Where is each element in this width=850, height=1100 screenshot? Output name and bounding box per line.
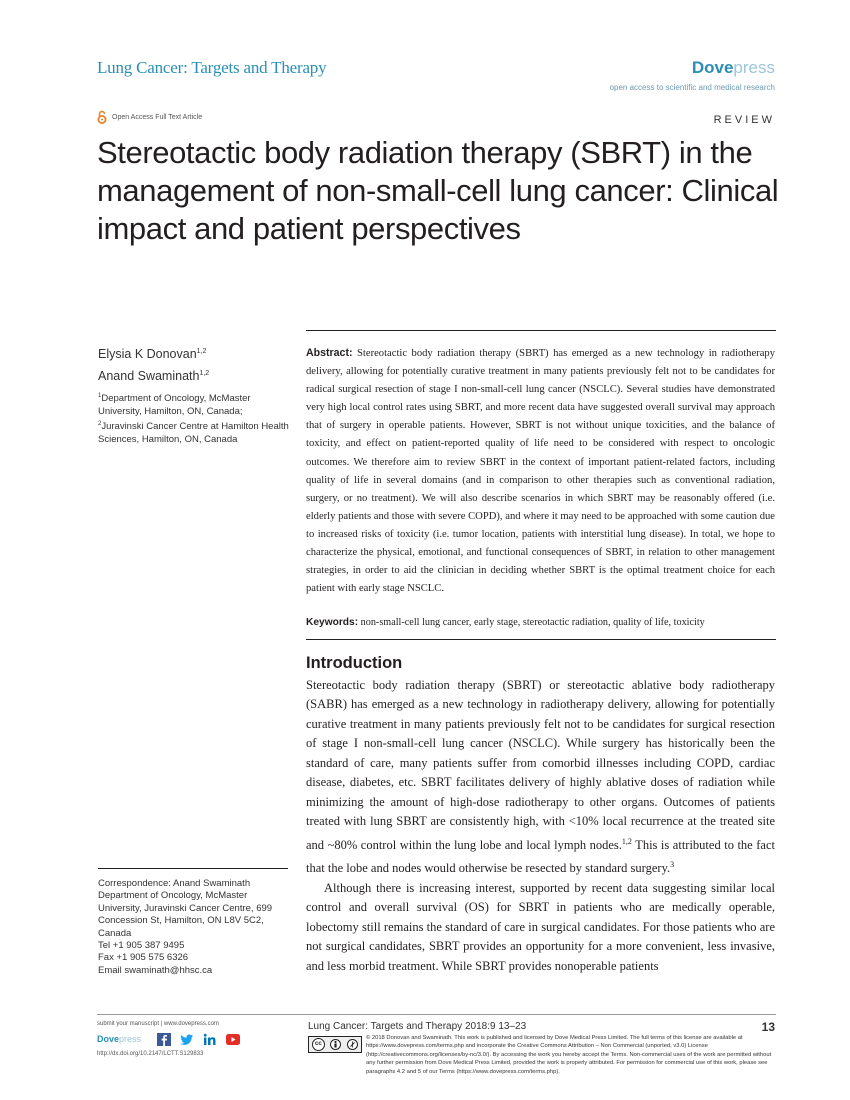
author: Anand Swaminath$^{1,2}$ [98,369,210,384]
submit-manuscript-link[interactable]: submit your manuscript | www.dovepress.com [97,1021,219,1027]
correspondence-rule [98,868,288,869]
correspondence-fax: Fax +1 905 575 6326 [98,952,189,964]
doi-link[interactable]: http://dx.doi.org/10.2147/LCTT.S129833 [97,1051,204,1057]
journal-name[interactable]: Lung Cancer: Targets and Therapy [97,58,327,77]
footer-citation: Lung Cancer: Targets and Therapy 2018:9 13–23 [308,1021,527,1032]
brand-main: Dove [691,58,734,77]
youtube-icon[interactable] [226,1033,240,1046]
cc-license-badge[interactable] [308,1036,362,1053]
abstract [306,344,775,598]
correspondence-tel: Tel +1 905 387 9495 [98,940,185,952]
correspondence-email[interactable]: Email swaminath@hhsc.ca [98,964,213,976]
cc-icon: cc [312,1038,325,1051]
page-number: 13 [761,1020,775,1034]
article-title: Stereotactic body radiation therapy (SBRT) in the management of non-small-cell lung cancer: Clinical impact and patient perspectives [97,135,779,246]
author: Elysia K Donovan$^{1,2}$ [98,347,207,362]
dovepress-logo[interactable] [692,58,775,78]
affiliation: $^2$Juravinski Cancer Centre at Hamilton Health Sciences, Hamilton, ON, Canada [98,421,289,445]
social-links [157,1033,240,1046]
publisher-tagline: open access to scientific and medical research [609,83,775,92]
article-type: REVIEW [713,114,775,126]
abstract-label: Abstract: [306,347,353,359]
open-access-icon [97,110,107,124]
nc-icon [347,1039,358,1050]
paragraph: Although there is increasing interest, supported by recent data suggesting similar local control and overall survival (OS) for SBRT in patients who are medically operable, lobectomy still remains the standard of care in surgical candidates. For those patients who are not surgical candidates, SBRT provides an opportunity for a more convenient, less invasive, and less morbid treatment. While SBRT provides nonoperable patients [306,880,775,973]
correspondence-block [98,878,293,977]
introduction-body [306,676,775,976]
by-icon [330,1039,341,1050]
license-text: © 2018 Donovan and Swaminath. This work is published and licensed by Dove Medical Press Limited. The full terms of this license are available at https://www.dovepress.com/terms.php and incorporate the Creative Commons Attribution – Non Commercial (unported, v3.0) License (http://creativecommons.org/licenses/by-nc/3.0/). By accessing the work you hereby accept the Terms. Non-commercial uses of the work are permitted without any further permission from Dove Medical Press Limited, provided the work is properly attributed. For permission for commercial use of this work, please see paragraphs 4.2 and 5 of our Terms (https://www.dovepress.com/terms.php). [366,1035,772,1075]
affiliations [98,390,293,446]
footer-dovepress-logo[interactable]: Dovepress [97,1034,142,1044]
correspondence-address: Department of Oncology, McMaster University, Juravinski Cancer Centre, 699 Concession St, Hamilton, ON L8V 5C2, Canada [98,890,273,939]
open-access-text: Open Access Full Text Article [112,113,203,121]
keywords-text: non-small-cell lung cancer, early stage, stereotactic radiation, quality of life, toxicity [360,617,705,628]
linkedin-icon[interactable] [203,1033,217,1046]
keywords-bottom-rule [306,639,776,640]
affiliation: $^1$Department of Oncology, McMaster University, Hamilton, ON, Canada; [98,393,251,417]
keywords [306,615,775,631]
section-heading-introduction: Introduction [306,654,403,672]
keywords-label: Keywords: [306,617,359,628]
twitter-icon[interactable] [180,1033,194,1046]
citation-ref[interactable]: 3 [670,860,675,870]
paragraph: Stereotactic body radiation therapy (SBRT) or stereotactic ablative body radiotherapy (SABR) has emerged as a new technology in radiotherapy delivery, allowing for potentially curative treatment in many patients previously felt not to be candidates for surgical resection of stage I non-small-cell lung cancer (NSCLC). While surgery has historically been the standard of care, many patients suffer from comorbid illnesses including COPD, cardiac disease, diabetes, etc. SBRT facilitates delivery of highly ablative doses of radiation while minimizing the amount of high-dose radiotherapy to other organs. Outcomes of patients treated with lung SBRT are consistently high, with <10% local recurrence at the treated site and ~80% control within the lung lobe and local lymph nodes.$^{1,2}$ This is attributed to the fact that the lobe and nodes would otherwise be resected by standard surgery.$^3$ [306,678,775,876]
footer-rule [97,1014,776,1015]
author-list [98,342,209,386]
abstract-top-rule [306,330,776,331]
facebook-icon[interactable] [157,1033,171,1046]
citation-ref[interactable]: 1,2 [621,836,632,846]
abstract-text: Stereotactic body radiation therapy (SBRT) has emerged as a new technology in radiotherapy delivery, allowing for potentially curative treatment in many patients previously felt not to be candidates for radical surgical resection of stage I non-small-cell lung cancer (NSCLC). Several studies have demonstrated very high local control rates using SBRT, and more recent data have suggested overall survival may approach that of surgery in operable patients. However, SBRT is not without unique toxicities, and the balance of toxicity, and effect on patient-reported quality of life need to be considered with respect to oncologic outcomes. We therefore aim to review SBRT in the context of important patient-related factors, including quality of life in several domains (and in comparison to other therapies such as conventional radiation, surgery, or no treatment). We will also describe scenarios in which SBRT may be reasonably offered (i.e. elderly patients and those with severe COPD), and where it may need to be approached with some caution due to increased risks of toxicity (i.e. tumor location, patients with interstitial lung disease). In total, we hope to characterize the physical, emotional, and functional consequences of SBRT, in relation to other management strategies, in order to aid the clinician in deciding whether SBRT is the optimal treatment choice for each patient with early stage NSCLC. [306,348,776,595]
correspondence-name: Correspondence: Anand Swaminath [98,878,251,889]
brand-press: press [733,58,775,77]
open-access-label [97,110,202,124]
